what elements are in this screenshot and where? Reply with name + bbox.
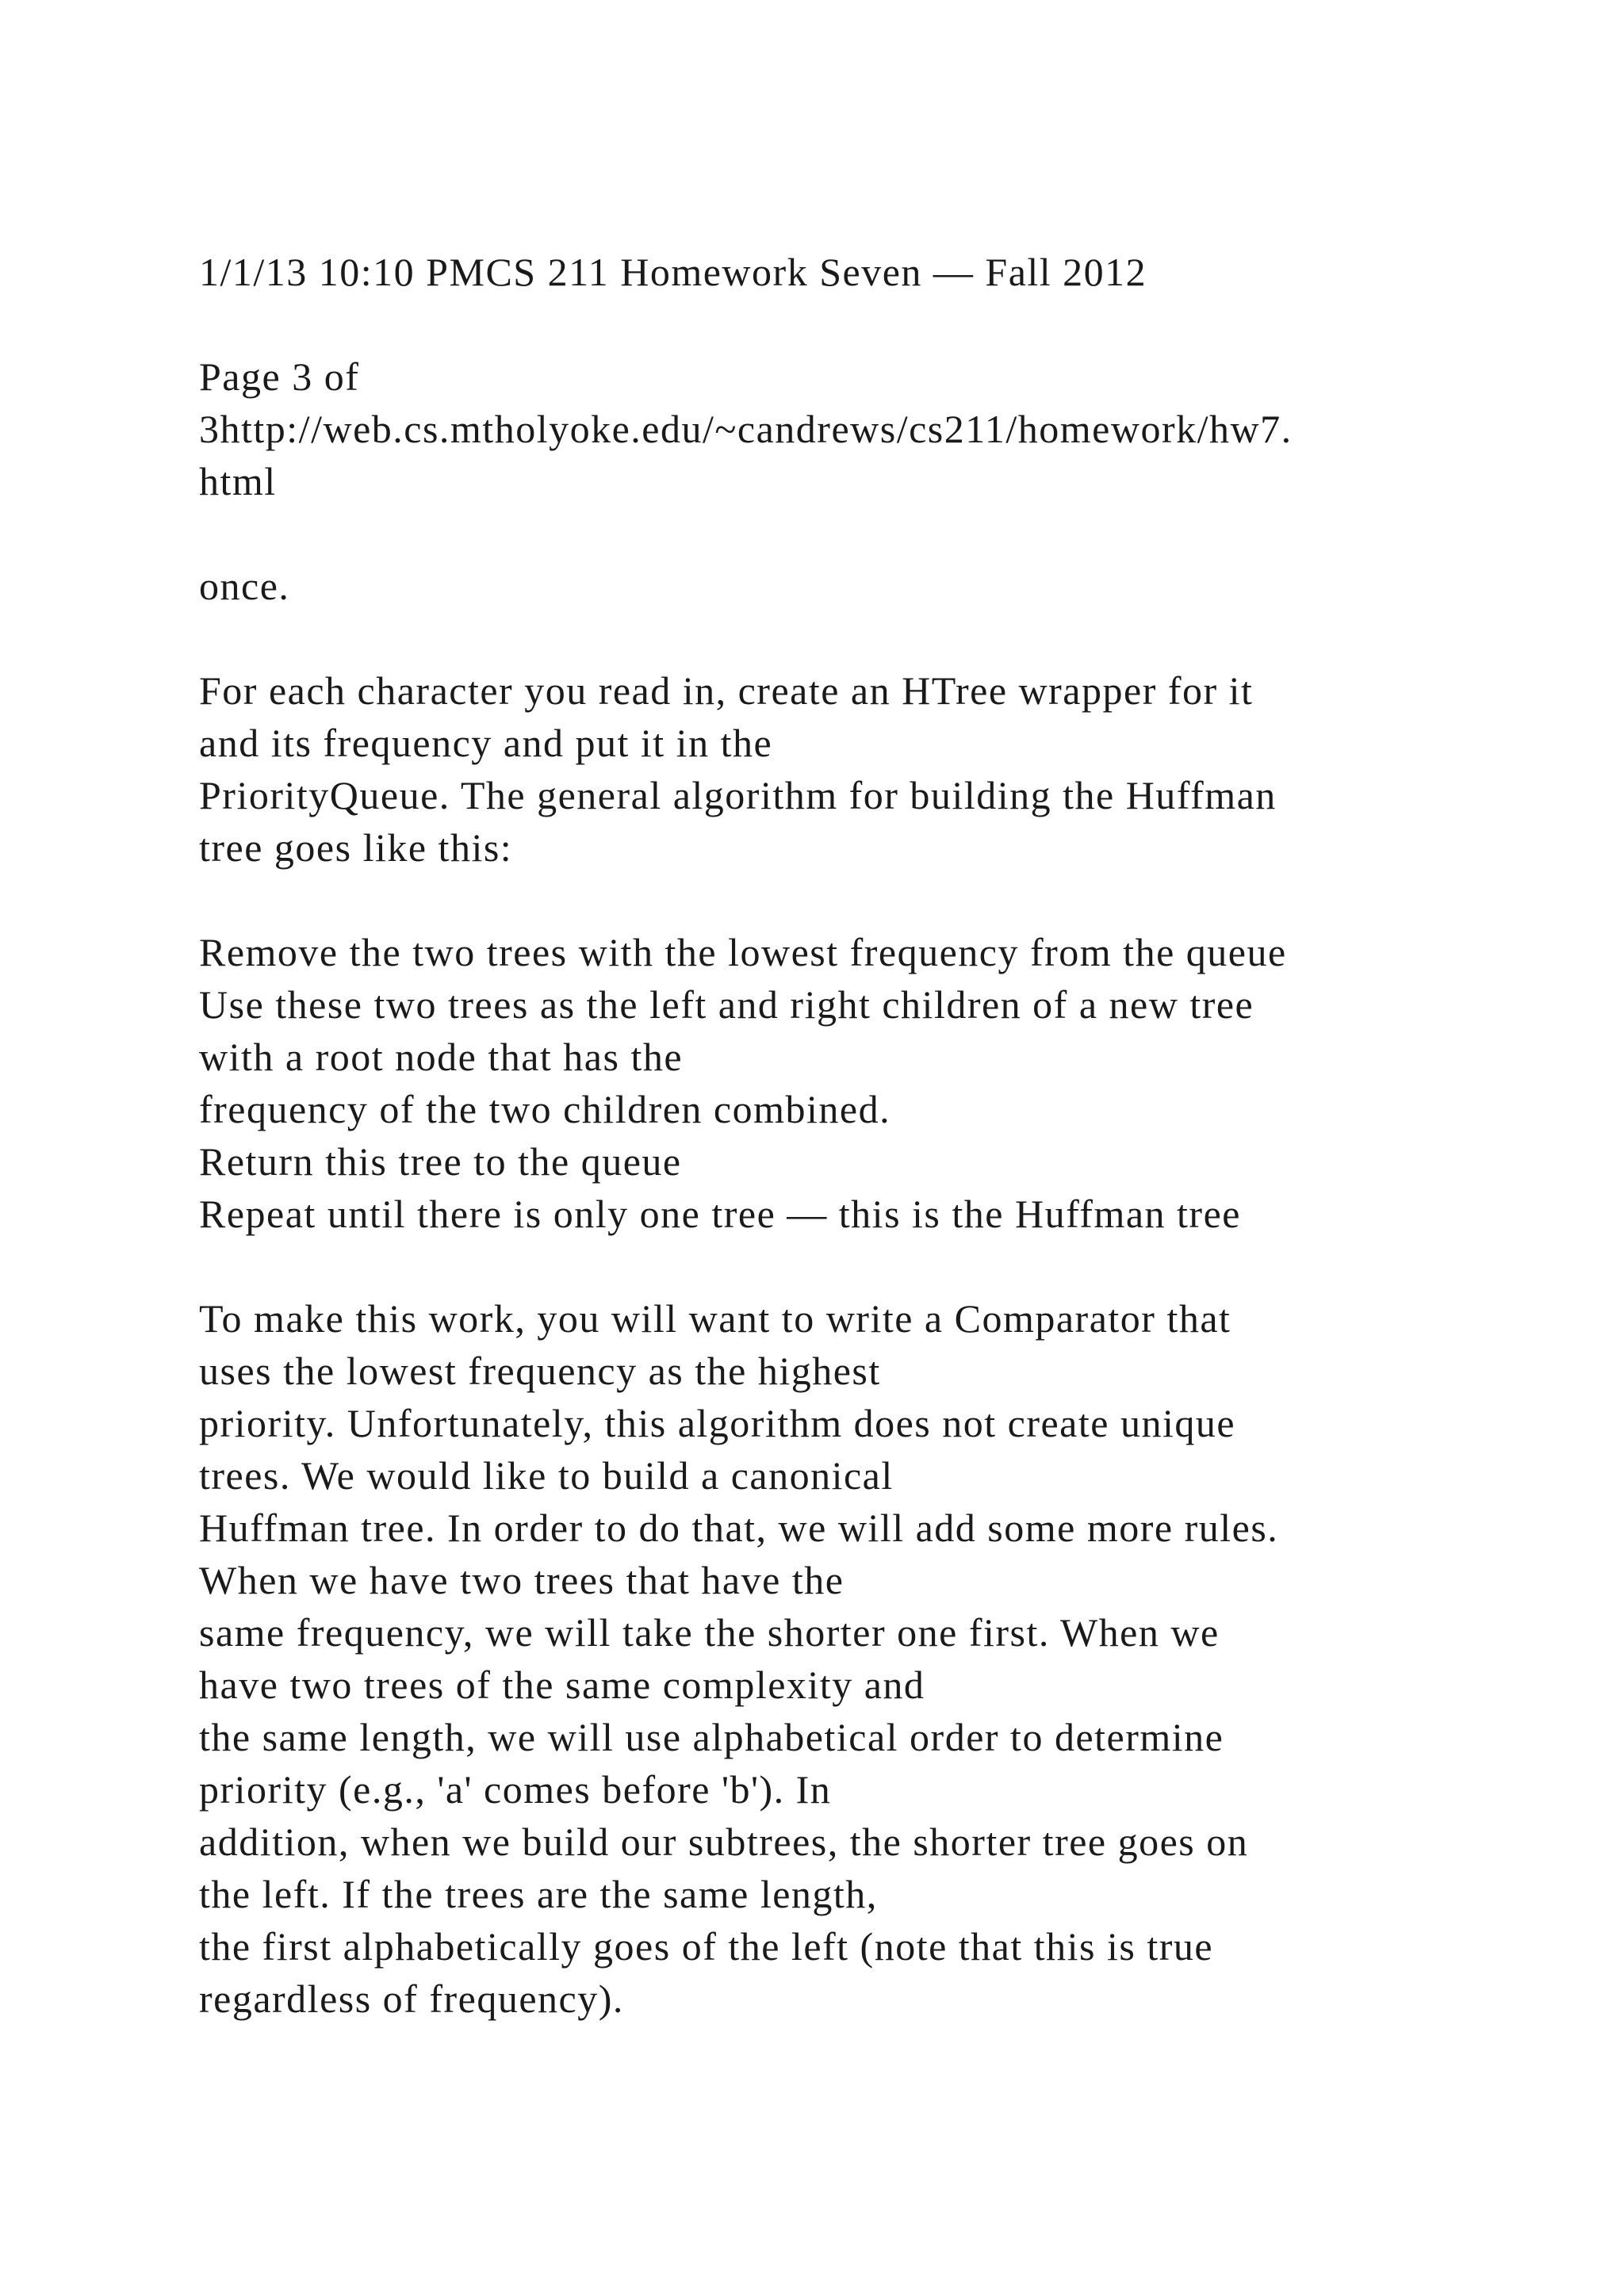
- paragraph: [199, 664, 1436, 874]
- paragraph-line: have two trees of the same complexity and: [199, 1663, 925, 1707]
- paragraph-line: same frequency, we will take the shorter one first. When we: [199, 1610, 1220, 1655]
- paragraph-line: the left. If the trees are the same length,: [199, 1872, 878, 1916]
- algorithm-step-line: frequency of the two children combined.: [199, 1087, 891, 1131]
- paragraph-line: the first alphabetically goes of the left (note that this is true: [199, 1924, 1214, 1969]
- paragraph: [199, 1292, 1436, 2025]
- paragraph-line: regardless of frequency).: [199, 1976, 624, 2021]
- page-info-url-line: html: [199, 459, 277, 503]
- header-block: [199, 246, 1436, 298]
- paragraph-line: uses the lowest frequency as the highest: [199, 1349, 881, 1393]
- paragraph-line: trees. We would like to build a canonical: [199, 1453, 894, 1498]
- page-info-block: [199, 350, 1436, 507]
- paragraph-line: tree goes like this:: [199, 825, 513, 870]
- header-timestamp-title: 1/1/13 10:10 PMCS 211 Homework Seven — Fall 2012: [199, 250, 1147, 294]
- page-info-url-line: 3http://web.cs.mtholyoke.edu/~candrews/cs211/homework/hw7.: [199, 407, 1293, 451]
- document-page: [199, 246, 1436, 2025]
- paragraph-line: the same length, we will use alphabetical order to determine: [199, 1715, 1224, 1759]
- paragraph: [199, 560, 1436, 612]
- paragraph-line: priority (e.g., 'a' comes before 'b'). In: [199, 1767, 832, 1812]
- paragraph-line: To make this work, you will want to write a Comparator that: [199, 1296, 1231, 1341]
- algorithm-step-line: Repeat until there is only one tree — this is the Huffman tree: [199, 1192, 1241, 1236]
- paragraph-line: When we have two trees that have the: [199, 1558, 845, 1602]
- paragraph-line: PriorityQueue. The general algorithm for building the Huffman: [199, 773, 1277, 817]
- paragraph-line: priority. Unfortunately, this algorithm does not create unique: [199, 1401, 1236, 1445]
- paragraph-line: and its frequency and put it in the: [199, 721, 773, 765]
- algorithm-step-line: Use these two trees as the left and right children of a new tree: [199, 982, 1254, 1027]
- algorithm-steps: [199, 926, 1436, 1240]
- paragraph-line: addition, when we build our subtrees, the shorter tree goes on: [199, 1820, 1249, 1864]
- page-info-line: Page 3 of: [199, 354, 360, 399]
- paragraph-line: Huffman tree. In order to do that, we will add some more rules.: [199, 1506, 1279, 1550]
- paragraph-line: For each character you read in, create an HTree wrapper for it: [199, 668, 1254, 713]
- algorithm-step-line: with a root node that has the: [199, 1035, 684, 1079]
- algorithm-step-line: Return this tree to the queue: [199, 1139, 682, 1184]
- paragraph-line: once.: [199, 564, 290, 608]
- algorithm-step-line: Remove the two trees with the lowest frequency from the queue: [199, 930, 1287, 974]
